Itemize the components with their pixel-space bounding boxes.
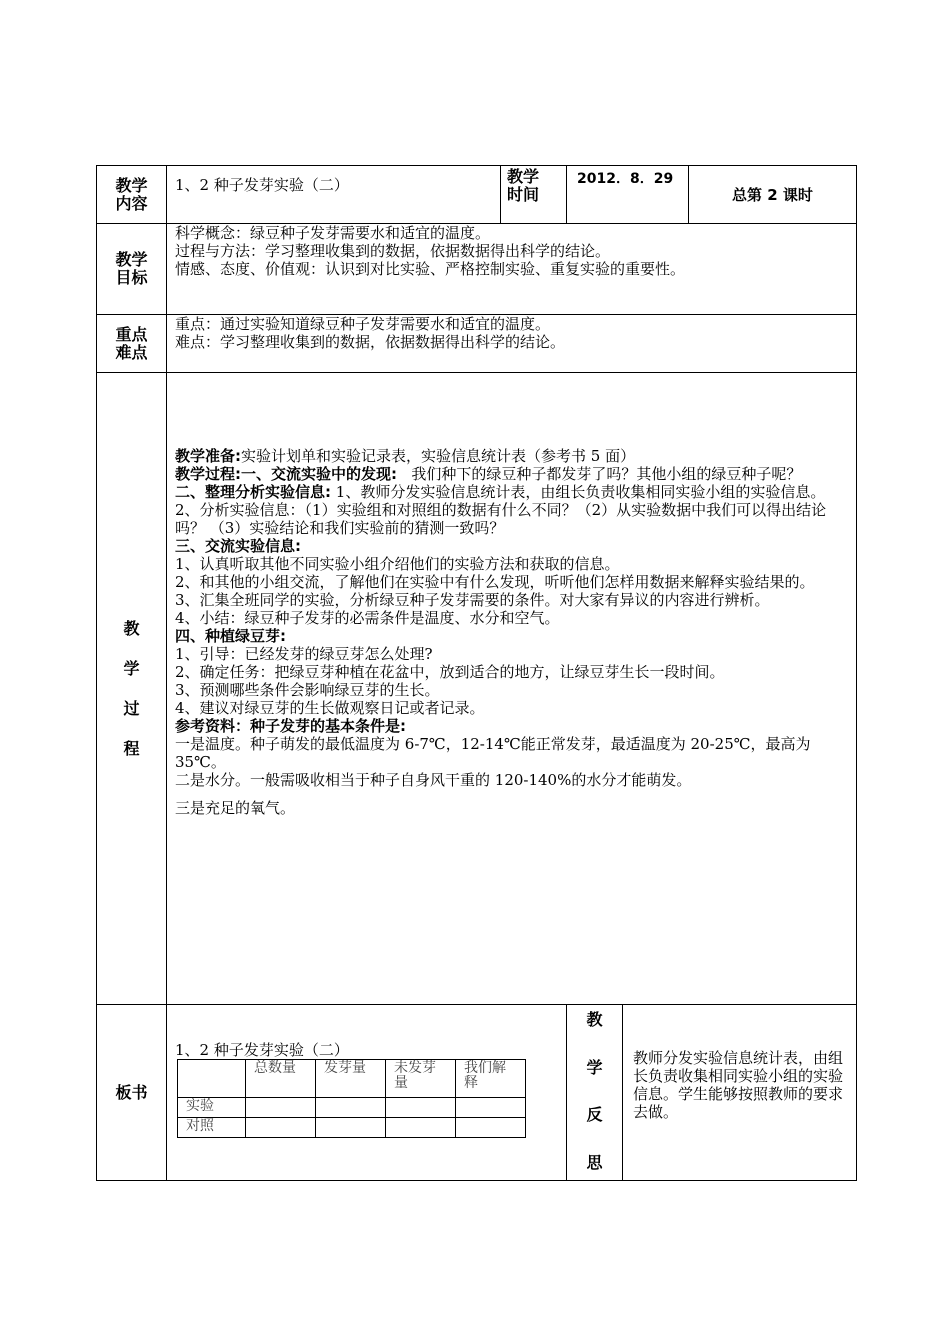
board-header-cell: 我们解释 — [456, 1060, 526, 1098]
reference-item: 二是水分。一般需吸收相当于种子自身风干重的 120-140%的水分才能萌发。 — [175, 771, 692, 789]
step4-item: 4、建议对绿豆芽的生长做观察日记或者记录。 — [175, 699, 485, 717]
prep-line: 教学准备:实验计划单和实验记录表，实验信息统计表（参考书 5 面） — [175, 447, 636, 465]
key-points-row — [97, 315, 857, 373]
step3-item: 2、和其他的小组交流，了解他们在实验中有什么发现，听听他们怎样用数据来解释实验结果的。 — [175, 573, 815, 591]
difficult-point: 难点：学习整理收集到的数据，依据数据得出科学的结论。 — [175, 333, 566, 351]
step4-item: 3、预测哪些条件会影响绿豆芽的生长。 — [175, 681, 440, 699]
reference-item: 一是温度。种子萌发的最低温度为 6-7℃，12-14℃能正常发芽，最适温度为 20-25℃，最高为 35℃。 — [175, 735, 811, 771]
goals-content — [167, 224, 857, 315]
reference-item: 三是充足的氧气。 — [175, 799, 296, 817]
step3-title: 三、交流实验信息: — [175, 537, 301, 555]
board-header-cell: 总数量 — [246, 1060, 316, 1098]
reference-title: 参考资料：种子发芽的基本条件是: — [175, 717, 407, 735]
key-point: 重点：通过实验知道绿豆种子发芽需要水和适宜的温度。 — [175, 315, 551, 333]
goals-row — [97, 224, 857, 315]
process-row — [97, 373, 857, 1005]
board-row-control — [178, 1118, 526, 1138]
process-content — [167, 373, 857, 1005]
step4-item: 2、确定任务：把绿豆芽种植在花盆中，放到适合的地方，让绿豆芽生长一段时间。 — [175, 663, 725, 681]
board-header-cell: 未发芽量 — [386, 1060, 456, 1098]
key-points-content — [167, 315, 857, 373]
key-points-label: 重点难点 — [97, 315, 167, 373]
goal-concept: 科学概念：绿豆种子发芽需要水和适宜的温度。 — [175, 224, 491, 242]
board-row-label: 对照 — [178, 1118, 246, 1138]
step2-line: 二、整理分析实验信息: 1、教师分发实验信息统计表，由组长负责收集相同实验小组的实验信息。 2、分析实验信息：（1）实验组和对照组的数据有什么不同？（2）从实验数据中我们可以得出结论吗？ （3）实验结论和我们实验前的猜测一致吗？ — [175, 483, 827, 537]
reflection-label: 教 学 反 思 — [567, 1005, 623, 1180]
step3-item: 4、小结：绿豆种子发芽的必需条件是温度、水分和空气。 — [175, 609, 560, 627]
reflection-wrapper — [567, 1005, 856, 1180]
lesson-number: 总第 2 课时 — [689, 166, 857, 224]
header-row — [97, 166, 857, 224]
goal-attitude: 情感、态度、价值观：认识到对比实验、严格控制实验、重复实验的重要性。 — [175, 260, 686, 278]
board-content — [167, 1005, 567, 1181]
board-row-experiment — [178, 1098, 526, 1118]
step3-item: 3、汇集全班同学的实验，分析绿豆种子发芽需要的条件。对大家有异议的内容进行辨析。 — [175, 591, 770, 609]
board-title: 1、2 种子发芽实验（二） — [175, 1041, 349, 1059]
content-label: 教学内容 — [97, 166, 167, 224]
board-label: 板书 — [97, 1005, 167, 1181]
reflection-text: 教师分发实验信息统计表，由组长负责收集相同实验小组的实验信息。学生能够按照教师的要求去做。 — [633, 1049, 844, 1121]
reflection-cell — [567, 1005, 857, 1181]
board-row — [97, 1005, 857, 1181]
step4-item: 1、引导：已经发芽的绿豆芽怎么处理? — [175, 645, 433, 663]
process-label: 教 学 过 程 — [97, 373, 167, 1005]
board-header-row — [178, 1060, 526, 1098]
lesson-plan-table — [96, 165, 857, 1181]
content-value: 1、2 种子发芽实验（二） — [167, 166, 501, 224]
board-row-label: 实验 — [178, 1098, 246, 1118]
step1-line: 教学过程:一、交流实验中的发现: 我们种下的绿豆种子都发芽了吗？其他小组的绿豆种子呢？ — [175, 465, 802, 483]
goal-method: 过程与方法：学习整理收集到的数据，依据数据得出科学的结论。 — [175, 242, 611, 260]
goals-label: 教学目标 — [97, 224, 167, 315]
board-header-cell — [178, 1060, 246, 1098]
lesson-date: 2012．8．29 — [567, 166, 689, 224]
step3-item: 1、认真听取其他不同实验小组介绍他们的实验方法和获取的信息。 — [175, 555, 620, 573]
step4-title: 四、种植绿豆芽: — [175, 627, 286, 645]
board-table — [177, 1059, 526, 1138]
time-label: 教学时间 — [501, 166, 567, 224]
board-header-cell: 发芽量 — [316, 1060, 386, 1098]
